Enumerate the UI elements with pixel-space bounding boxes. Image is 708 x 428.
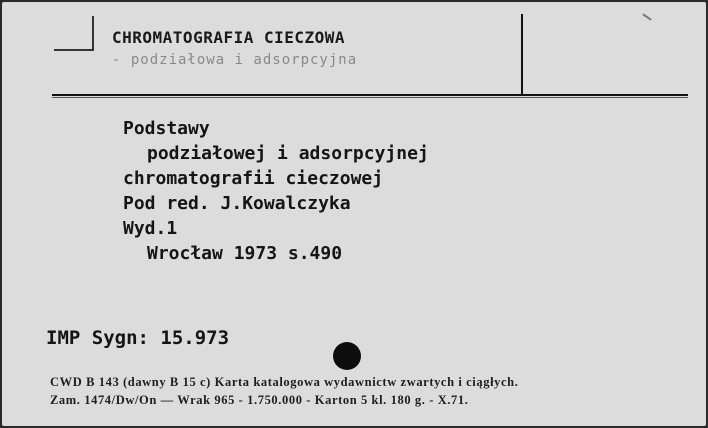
header-divider-rule-thin	[52, 97, 688, 98]
catalog-card	[2, 2, 706, 426]
record-title-continuation: chromatografii cieczowej	[123, 168, 384, 189]
stray-mark	[642, 13, 651, 20]
subject-heading: CHROMATOGRAFIA CIECZOWA	[112, 28, 346, 47]
record-edition: Wyd.1	[123, 218, 178, 239]
call-number: IMP Sygn: 15.973	[46, 327, 230, 349]
record-title-line: Podstawy	[123, 118, 210, 139]
corner-rule-horizontal	[54, 49, 94, 51]
header-vertical-rule	[521, 14, 523, 94]
printer-footer-line-1: CWD B 143 (dawny B 15 c) Karta katalogowa wydawnictw zwartych i ciągłych.	[50, 375, 519, 389]
record-imprint: Wrocław 1973 s.490	[147, 243, 343, 264]
corner-rule-vertical	[92, 16, 94, 51]
punch-hole	[333, 342, 361, 370]
subject-subheading: - podziałowa i adsorpcyjna	[112, 52, 358, 68]
record-title-continuation: podziałowej i adsorpcyjnej	[147, 143, 429, 164]
printer-footer-line-2: Zam. 1474/Dw/On — Wrak 965 - 1.750.000 - Karton 5 kl. 180 g. - X.71.	[50, 393, 469, 407]
record-editor: Pod red. J.Kowalczyka	[123, 193, 351, 214]
header-divider-rule	[52, 94, 688, 96]
